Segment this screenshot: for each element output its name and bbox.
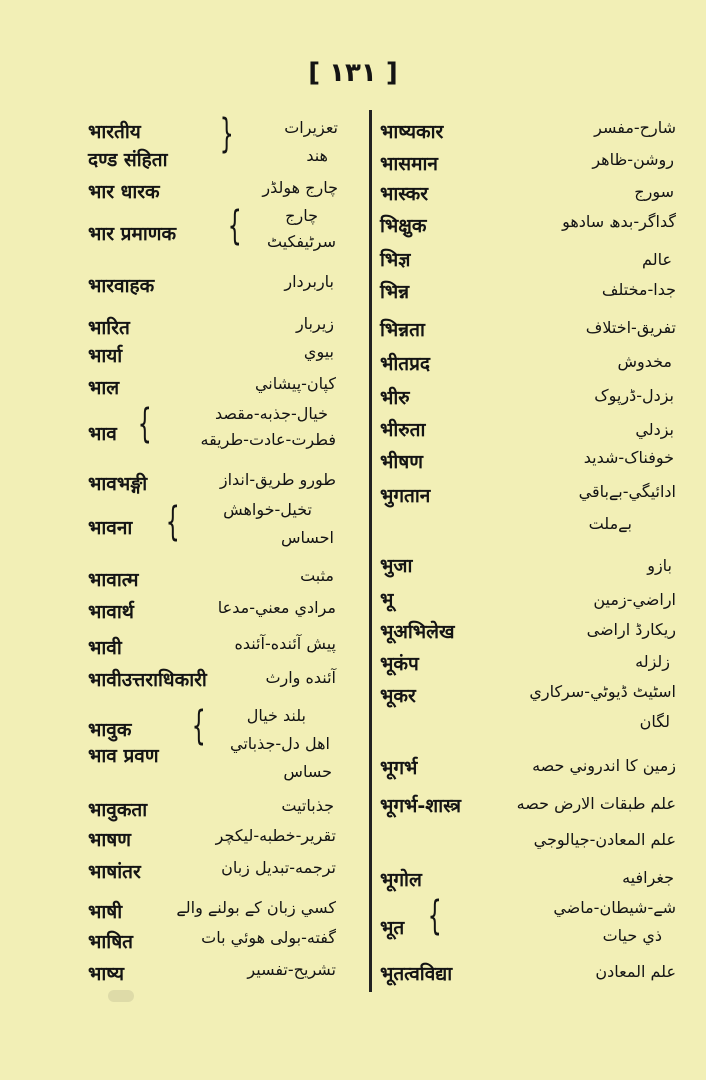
- urdu-meaning: شارح-مفسر: [594, 118, 676, 137]
- ink-smudge: [108, 990, 134, 1002]
- hindi-word: भिज्ञ: [380, 249, 411, 271]
- urdu-meaning: هند: [306, 146, 328, 165]
- brace-icon: {: [191, 703, 206, 749]
- urdu-meaning: خوفناک-شدید: [583, 448, 674, 467]
- urdu-meaning: علم المعادن-جیالوجي: [533, 830, 676, 849]
- hindi-word: भाव प्रवण: [88, 745, 159, 767]
- urdu-meaning: بازو: [647, 556, 672, 575]
- urdu-meaning: کپان-پیشاني: [254, 374, 336, 393]
- urdu-meaning: خیال-جذبه-مقصد: [214, 404, 328, 423]
- urdu-meaning: تعزیرات: [284, 118, 338, 137]
- hindi-word: भूतत्वविद्या: [380, 963, 453, 985]
- urdu-meaning: روشن-ظاهر: [592, 150, 674, 169]
- hindi-word: भार धारक: [88, 181, 160, 203]
- hindi-word: भीतप्रद: [380, 353, 431, 375]
- urdu-meaning: زیربار: [295, 314, 334, 333]
- urdu-meaning: تشریح-تفسیر: [247, 960, 336, 979]
- hindi-word: भूअभिलेख: [380, 621, 455, 643]
- hindi-word: दण्ड संहिता: [88, 149, 168, 171]
- hindi-word: भावात्म: [88, 569, 139, 591]
- urdu-meaning: ترجمه-تبدیل زبان: [221, 858, 336, 877]
- hindi-word: भार्या: [88, 345, 123, 367]
- hindi-word: भावी: [88, 637, 122, 659]
- urdu-meaning: پیش آئنده-آئنده: [234, 634, 336, 653]
- hindi-word: भाव: [88, 423, 117, 445]
- urdu-meaning: بزدلي: [635, 420, 674, 439]
- urdu-meaning: تفریق-اختلاف: [585, 318, 676, 337]
- urdu-meaning: بزدل-ڈرپوک: [594, 386, 674, 405]
- urdu-meaning: حساس: [283, 762, 332, 781]
- urdu-meaning: عالم: [642, 250, 672, 269]
- hindi-word: भावभङ्गी: [88, 473, 148, 495]
- urdu-meaning: تقریر-خطبه-لیکچر: [215, 826, 336, 845]
- urdu-meaning: احساس: [280, 528, 334, 547]
- hindi-word: भूत: [380, 917, 405, 939]
- urdu-meaning: تخیل-خواهش: [223, 500, 312, 519]
- urdu-meaning: چارج هولڈر: [262, 178, 338, 197]
- hindi-word: भारवाहक: [88, 275, 155, 297]
- hindi-word: भाष्य: [88, 963, 125, 985]
- hindi-word: भू: [380, 589, 394, 611]
- urdu-meaning: مرادي معني-مدعا: [217, 598, 336, 617]
- hindi-word: भीरु: [380, 387, 410, 409]
- hindi-word: भारतीय: [88, 121, 141, 143]
- hindi-word: भुजा: [380, 555, 413, 577]
- hindi-word: भाष्यकार: [380, 121, 444, 143]
- brace-icon: {: [137, 401, 152, 447]
- urdu-meaning: اسٹیٹ ڈیوٹي-سرکاري: [529, 682, 676, 701]
- urdu-meaning: جذباتیت: [281, 796, 334, 815]
- hindi-word: भाषांतर: [88, 861, 141, 883]
- hindi-word: भाषी: [88, 901, 123, 923]
- urdu-meaning: جغرافیه: [622, 868, 674, 887]
- hindi-word: भिक्षुक: [380, 215, 427, 237]
- brace-icon: {: [165, 499, 180, 545]
- brace-icon: {: [427, 893, 442, 939]
- urdu-meaning: سرٹیفکیٹ: [267, 232, 336, 251]
- urdu-meaning: ادائیگي-بےباقي: [578, 482, 676, 501]
- hindi-word: भूकर: [380, 685, 416, 707]
- hindi-word: भिन्नता: [380, 319, 425, 341]
- urdu-meaning: علم طبقات الارض حصه: [516, 794, 676, 813]
- urdu-meaning: لگان: [639, 712, 670, 731]
- page-number: [ ۱۳۱ ]: [308, 58, 398, 88]
- column-divider: [369, 110, 372, 992]
- urdu-meaning: مثبت: [300, 566, 334, 585]
- hindi-word: भासमान: [380, 153, 438, 175]
- urdu-meaning: بیوي: [303, 342, 334, 361]
- hindi-word: भूकंप: [380, 653, 419, 675]
- urdu-meaning: زمین کا اندروني حصه: [532, 756, 676, 775]
- urdu-meaning: اهل دل-جذباتي: [229, 734, 330, 753]
- hindi-word: भूगोल: [380, 869, 422, 891]
- urdu-meaning: سورج: [634, 182, 674, 201]
- urdu-meaning: فطرت-عادت-طریقه: [200, 430, 336, 449]
- hindi-word: भाल: [88, 377, 120, 399]
- hindi-word: भुगतान: [380, 485, 431, 507]
- urdu-meaning: چارج: [285, 206, 318, 225]
- urdu-meaning: طورو طریق-انداز: [219, 470, 336, 489]
- hindi-word: भूगर्भ: [380, 757, 418, 779]
- urdu-meaning: کسي زبان کے بولنے والے: [176, 898, 336, 917]
- hindi-word: भूगर्भ-शास्त्र: [380, 795, 462, 817]
- hindi-word: भास्कर: [380, 183, 429, 205]
- urdu-meaning: شے-شیطان-ماضي: [553, 898, 676, 917]
- urdu-meaning: بےملت: [588, 514, 632, 533]
- hindi-word: भावुक: [88, 719, 132, 741]
- urdu-meaning: گفته-بولی هوئي بات: [201, 928, 336, 947]
- urdu-meaning: جدا-مختلف: [601, 280, 676, 299]
- urdu-meaning: بلند خیال: [246, 706, 306, 725]
- urdu-meaning: آئنده وارث: [265, 668, 336, 687]
- hindi-word: भावुकता: [88, 799, 148, 821]
- brace-icon: {: [227, 203, 242, 249]
- hindi-word: भिन्न: [380, 281, 410, 303]
- urdu-meaning: ذي حیات: [602, 926, 662, 945]
- brace-icon: }: [219, 111, 234, 157]
- hindi-word: भीषण: [380, 451, 423, 473]
- urdu-meaning: ریکارڈ اراضی: [586, 620, 676, 639]
- hindi-word: भाषित: [88, 931, 134, 953]
- hindi-word: भावीउत्तराधिकारी: [88, 669, 207, 691]
- urdu-meaning: باربردار: [284, 272, 334, 291]
- urdu-meaning: مخدوش: [617, 352, 672, 371]
- hindi-word: भावना: [88, 517, 133, 539]
- urdu-meaning: علم المعادن: [595, 962, 676, 981]
- hindi-word: भार प्रमाणक: [88, 223, 177, 245]
- hindi-word: भीरुता: [380, 419, 426, 441]
- hindi-word: भाषण: [88, 829, 131, 851]
- urdu-meaning: زلزله: [635, 652, 670, 671]
- hindi-word: भावार्थ: [88, 601, 134, 623]
- urdu-meaning: اراضي-زمین: [593, 590, 676, 609]
- urdu-meaning: گداگر-بدھ سادھو: [562, 212, 676, 231]
- hindi-word: भारित: [88, 317, 130, 339]
